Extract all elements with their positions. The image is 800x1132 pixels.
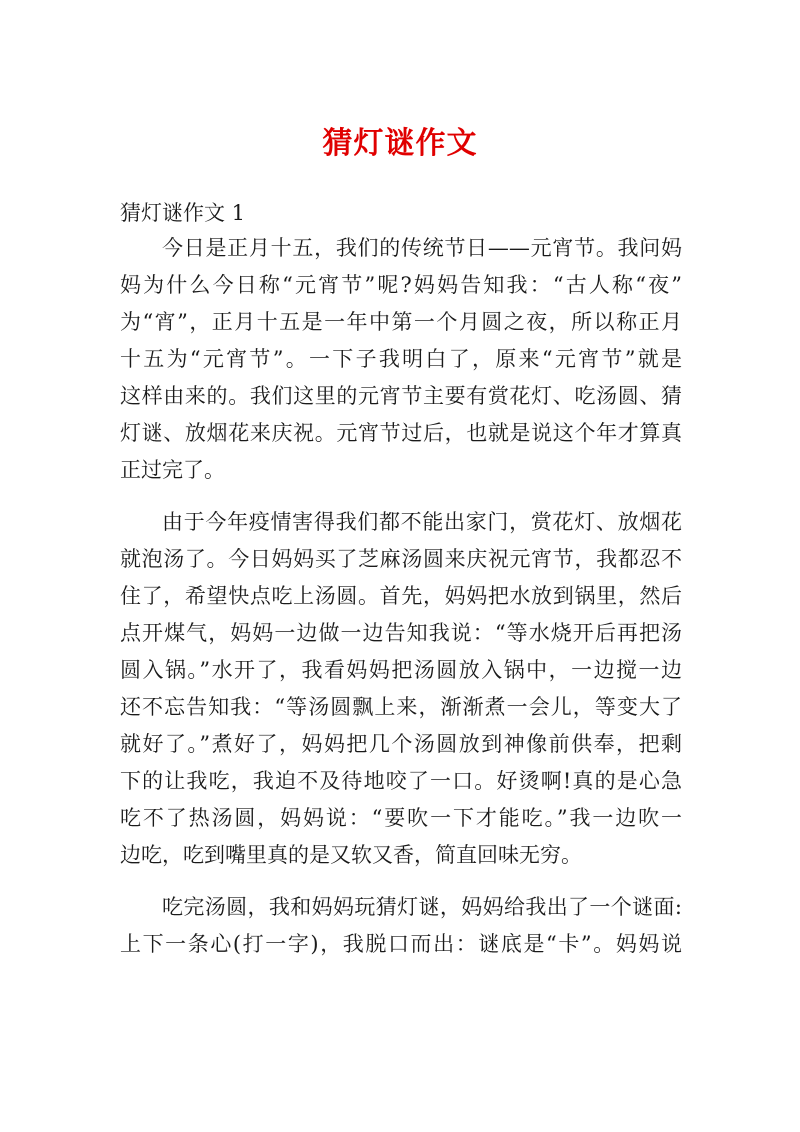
paragraph	[120, 889, 682, 963]
section-heading: 猜灯谜作文 1	[120, 201, 246, 225]
text-line: 为“宵”，正月十五是一年中第一个月圆之夜，所以称正月	[120, 310, 682, 334]
text-line: 灯谜、放烟花来庆祝。元宵节过后，也就是说这个年才算真	[120, 421, 682, 445]
text-line: 由于今年疫情害得我们都不能出家门，赏花灯、放烟花	[162, 510, 682, 534]
paragraph	[120, 504, 682, 874]
text-line: 还不忘告知我：“等汤圆飘上来，渐渐煮一会儿，等变大了	[120, 695, 682, 719]
text-line: 吃不了热汤圆，妈妈说：“要吹一下才能吃。”我一边吹一	[120, 806, 682, 830]
document-title: 猜灯谜作文	[322, 126, 478, 161]
text-line: 下的让我吃，我迫不及待地咬了一口。好烫啊!真的是心急	[120, 769, 682, 793]
text-line: 圆入锅。”水开了，我看妈妈把汤圆放入锅中，一边搅一边	[120, 658, 682, 682]
text-line: 正过完了。	[120, 458, 225, 482]
text-line: 就泡汤了。今日妈妈买了芝麻汤圆来庆祝元宵节，我都忍不	[120, 547, 682, 571]
text-line: 住了，希望快点吃上汤圆。首先，妈妈把水放到锅里，然后	[120, 584, 682, 608]
text-line: 就好了。”煮好了，妈妈把几个汤圆放到神像前供奉，把剩	[120, 732, 682, 756]
text-line: 上下一条心(打一字)，我脱口而出：谜底是“卡”。妈妈说	[120, 932, 682, 956]
document-body	[120, 230, 682, 978]
text-line: 吃完汤圆，我和妈妈玩猜灯谜，妈妈给我出了一个谜面:	[162, 895, 682, 919]
text-line: 边吃，吃到嘴里真的是又软又香，简直回味无穷。	[120, 843, 582, 867]
text-line: 点开煤气，妈妈一边做一边告知我说：“等水烧开后再把汤	[120, 621, 682, 645]
text-line: 今日是正月十五，我们的传统节日——元宵节。我问妈	[162, 236, 682, 260]
text-line: 这样由来的。我们这里的元宵节主要有赏花灯、吃汤圆、猜	[120, 384, 682, 408]
text-line: 妈为什么今日称“元宵节”呢?妈妈告知我：“古人称“夜”	[120, 273, 682, 297]
text-line: 十五为“元宵节”。一下子我明白了，原来“元宵节”就是	[120, 347, 682, 371]
paragraph	[120, 230, 682, 489]
